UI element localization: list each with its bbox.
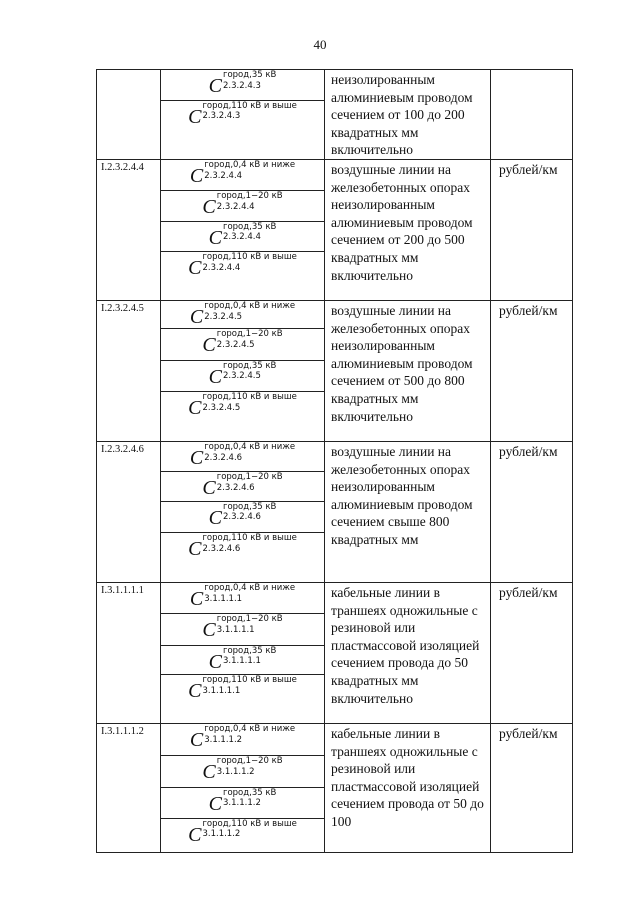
cost-symbol bbox=[190, 160, 295, 186]
symbol-letter: C bbox=[202, 196, 216, 219]
table-row bbox=[97, 160, 573, 301]
symbol-cell bbox=[161, 646, 324, 675]
symbol-cell bbox=[161, 329, 324, 360]
symbol-cell bbox=[161, 675, 324, 723]
symbol-letter: C bbox=[189, 165, 204, 187]
tariff-table-body bbox=[97, 70, 573, 853]
table-row bbox=[97, 442, 573, 583]
cost-symbol bbox=[188, 533, 297, 559]
symbol-superscript: город,0,4 кВ и ниже bbox=[204, 724, 296, 734]
symbol-letter: C bbox=[202, 334, 216, 357]
cost-symbol bbox=[190, 724, 295, 750]
symbol-letter: C bbox=[208, 792, 222, 815]
page-number: 40 bbox=[313, 37, 327, 52]
symbol-cell bbox=[161, 392, 324, 441]
symbol-subscript: 2.3.2.4.4 bbox=[202, 262, 241, 273]
symbol-subscript: 3.1.1.1.1 bbox=[204, 593, 243, 604]
symbol-cell bbox=[161, 502, 324, 533]
symbol-subscript: 3.1.1.1.2 bbox=[202, 829, 241, 840]
symbol-superscript: город,35 кВ bbox=[223, 787, 277, 798]
symbol-superscript: город,110 кВ и выше bbox=[202, 252, 297, 263]
symbol-superscript: город,1−20 кВ bbox=[216, 472, 283, 483]
symbol-subscript: 2.3.2.4.4 bbox=[223, 232, 261, 243]
row-unit: рублей/км bbox=[491, 724, 573, 853]
symbol-subscript: 2.3.2.4.3 bbox=[223, 80, 261, 91]
row-code: I.2.3.2.4.6 bbox=[97, 442, 161, 583]
symbol-superscript: город,1−20 кВ bbox=[216, 329, 283, 340]
row-description: неизолированным алюминиевым проводом сечением от 100 до 200 квадратных мм включительно bbox=[325, 70, 491, 160]
table-row bbox=[97, 724, 573, 853]
symbol-column bbox=[161, 442, 325, 583]
symbol-cell bbox=[161, 222, 324, 252]
row-unit bbox=[491, 70, 573, 160]
cost-symbol bbox=[209, 222, 277, 248]
symbol-letter: C bbox=[202, 619, 216, 642]
symbol-letter: C bbox=[189, 447, 204, 469]
symbol-subscript: 3.1.1.1.2 bbox=[223, 798, 261, 809]
symbol-superscript: город,35 кВ bbox=[223, 501, 277, 512]
symbol-letter: C bbox=[188, 823, 202, 846]
table-row bbox=[97, 301, 573, 442]
row-description: воздушные линии на железобетонных опорах неизолированным алюминиевым проводом сечением свыше 800 квадратных мм bbox=[325, 442, 491, 583]
symbol-subscript: 2.3.2.4.5 bbox=[204, 311, 243, 322]
symbol-cell bbox=[161, 788, 324, 819]
symbol-letter: C bbox=[188, 680, 202, 703]
row-description: воздушные линии на железобетонных опорах неизолированным алюминиевым проводом сечением от 500 до 800 квадратных мм включительно bbox=[325, 301, 491, 442]
symbol-subscript: 2.3.2.4.5 bbox=[216, 339, 255, 350]
symbol-superscript: город,1−20 кВ bbox=[216, 614, 283, 625]
symbol-letter: C bbox=[189, 588, 204, 610]
symbol-cell bbox=[161, 191, 324, 221]
symbol-letter: C bbox=[208, 75, 222, 97]
symbol-cell bbox=[161, 101, 324, 159]
table-row bbox=[97, 583, 573, 724]
symbol-subscript: 2.3.2.4.4 bbox=[216, 201, 255, 212]
symbol-letter: C bbox=[208, 506, 222, 529]
symbol-superscript: город,110 кВ и выше bbox=[202, 818, 297, 829]
symbol-superscript: город,35 кВ bbox=[223, 645, 277, 656]
symbol-superscript: город,35 кВ bbox=[223, 360, 277, 371]
row-description: кабельные линии в траншеях одножильные с резиновой или пластмассовой изоляцией сечением провода от 50 до 100 bbox=[325, 724, 491, 853]
symbol-letter: C bbox=[202, 477, 216, 500]
row-code: I.2.3.2.4.4 bbox=[97, 160, 161, 301]
symbol-letter: C bbox=[189, 729, 204, 751]
symbol-superscript: город,110 кВ и выше bbox=[202, 533, 297, 544]
cost-symbol bbox=[190, 301, 295, 327]
symbol-letter: C bbox=[202, 761, 216, 784]
cost-symbol bbox=[202, 472, 282, 498]
symbol-subscript: 2.3.2.4.5 bbox=[202, 402, 241, 413]
symbol-superscript: город,110 кВ и выше bbox=[202, 392, 297, 403]
symbol-letter: C bbox=[188, 397, 202, 420]
row-unit: рублей/км bbox=[491, 160, 573, 301]
symbol-subscript: 2.3.2.4.4 bbox=[204, 170, 243, 181]
row-code: I.3.1.1.1.2 bbox=[97, 724, 161, 853]
symbol-superscript: город,0,4 кВ и ниже bbox=[204, 160, 296, 170]
symbol-superscript: город,110 кВ и выше bbox=[202, 100, 297, 111]
symbol-cell bbox=[161, 583, 324, 614]
symbol-cell bbox=[161, 533, 324, 582]
symbol-subscript: 3.1.1.1.1 bbox=[202, 685, 241, 696]
symbol-cell bbox=[161, 614, 324, 645]
cost-symbol bbox=[202, 614, 282, 640]
cost-symbol bbox=[190, 442, 295, 468]
cost-symbol bbox=[209, 70, 277, 96]
cost-symbol bbox=[202, 329, 282, 355]
symbol-subscript: 3.1.1.1.2 bbox=[204, 734, 243, 745]
row-code: I.3.1.1.1.1 bbox=[97, 583, 161, 724]
symbol-subscript: 2.3.2.4.6 bbox=[204, 452, 243, 463]
symbol-superscript: город,35 кВ bbox=[223, 70, 277, 80]
symbol-superscript: город,0,4 кВ и ниже bbox=[204, 583, 296, 593]
symbol-column bbox=[161, 724, 325, 853]
symbol-superscript: город,110 кВ и выше bbox=[202, 675, 297, 686]
cost-symbol bbox=[188, 101, 297, 127]
symbol-letter: C bbox=[188, 257, 202, 280]
symbol-letter: C bbox=[188, 538, 202, 561]
table-row bbox=[97, 70, 573, 160]
cost-symbol bbox=[188, 252, 297, 278]
symbol-superscript: город,1−20 кВ bbox=[216, 191, 283, 202]
symbol-letter: C bbox=[208, 650, 222, 673]
cost-symbol bbox=[188, 392, 297, 418]
symbol-subscript: 2.3.2.4.5 bbox=[223, 371, 261, 382]
symbol-subscript: 3.1.1.1.2 bbox=[216, 766, 255, 777]
symbol-cell bbox=[161, 442, 324, 472]
row-description: кабельные линии в траншеях одножильные с резиновой или пластмассовой изоляцией сечением провода до 50 квадратных мм включительно bbox=[325, 583, 491, 724]
symbol-subscript: 3.1.1.1.1 bbox=[223, 656, 261, 667]
cost-symbol bbox=[188, 675, 297, 701]
cost-symbol bbox=[209, 646, 277, 672]
symbol-column bbox=[161, 70, 325, 160]
symbol-cell bbox=[161, 472, 324, 501]
cost-symbol bbox=[202, 756, 282, 782]
cost-symbol bbox=[209, 502, 277, 528]
tariff-table bbox=[96, 69, 573, 853]
row-code: I.2.3.2.4.5 bbox=[97, 301, 161, 442]
symbol-letter: C bbox=[189, 306, 204, 328]
row-description: воздушные линии на железобетонных опорах неизолированным алюминиевым проводом сечением от 200 до 500 квадратных мм включительно bbox=[325, 160, 491, 301]
cost-symbol bbox=[190, 583, 295, 609]
symbol-superscript: город,35 кВ bbox=[223, 221, 277, 232]
symbol-subscript: 2.3.2.4.6 bbox=[216, 482, 255, 493]
symbol-column bbox=[161, 301, 325, 442]
cost-symbol bbox=[209, 361, 277, 387]
row-unit: рублей/км bbox=[491, 301, 573, 442]
symbol-cell bbox=[161, 361, 324, 392]
symbol-column bbox=[161, 583, 325, 724]
cost-symbol bbox=[202, 191, 282, 217]
symbol-superscript: город,0,4 кВ и ниже bbox=[204, 301, 296, 311]
row-code bbox=[97, 70, 161, 160]
symbol-letter: C bbox=[208, 226, 222, 249]
symbol-superscript: город,0,4 кВ и ниже bbox=[204, 442, 296, 452]
symbol-cell bbox=[161, 819, 324, 852]
cost-symbol bbox=[209, 788, 277, 814]
symbol-subscript: 2.3.2.4.3 bbox=[202, 111, 241, 122]
symbol-cell bbox=[161, 756, 324, 787]
symbol-cell bbox=[161, 70, 324, 101]
symbol-letter: C bbox=[188, 105, 202, 128]
symbol-subscript: 3.1.1.1.1 bbox=[216, 624, 255, 635]
symbol-subscript: 2.3.2.4.6 bbox=[223, 512, 261, 523]
symbol-subscript: 2.3.2.4.6 bbox=[202, 543, 241, 554]
symbol-letter: C bbox=[208, 365, 222, 388]
symbol-superscript: город,1−20 кВ bbox=[216, 756, 283, 767]
symbol-cell bbox=[161, 301, 324, 329]
row-unit: рублей/км bbox=[491, 583, 573, 724]
symbol-cell bbox=[161, 252, 324, 300]
row-unit: рублей/км bbox=[491, 442, 573, 583]
symbol-cell bbox=[161, 724, 324, 756]
cost-symbol bbox=[188, 819, 297, 845]
symbol-cell bbox=[161, 160, 324, 191]
symbol-column bbox=[161, 160, 325, 301]
